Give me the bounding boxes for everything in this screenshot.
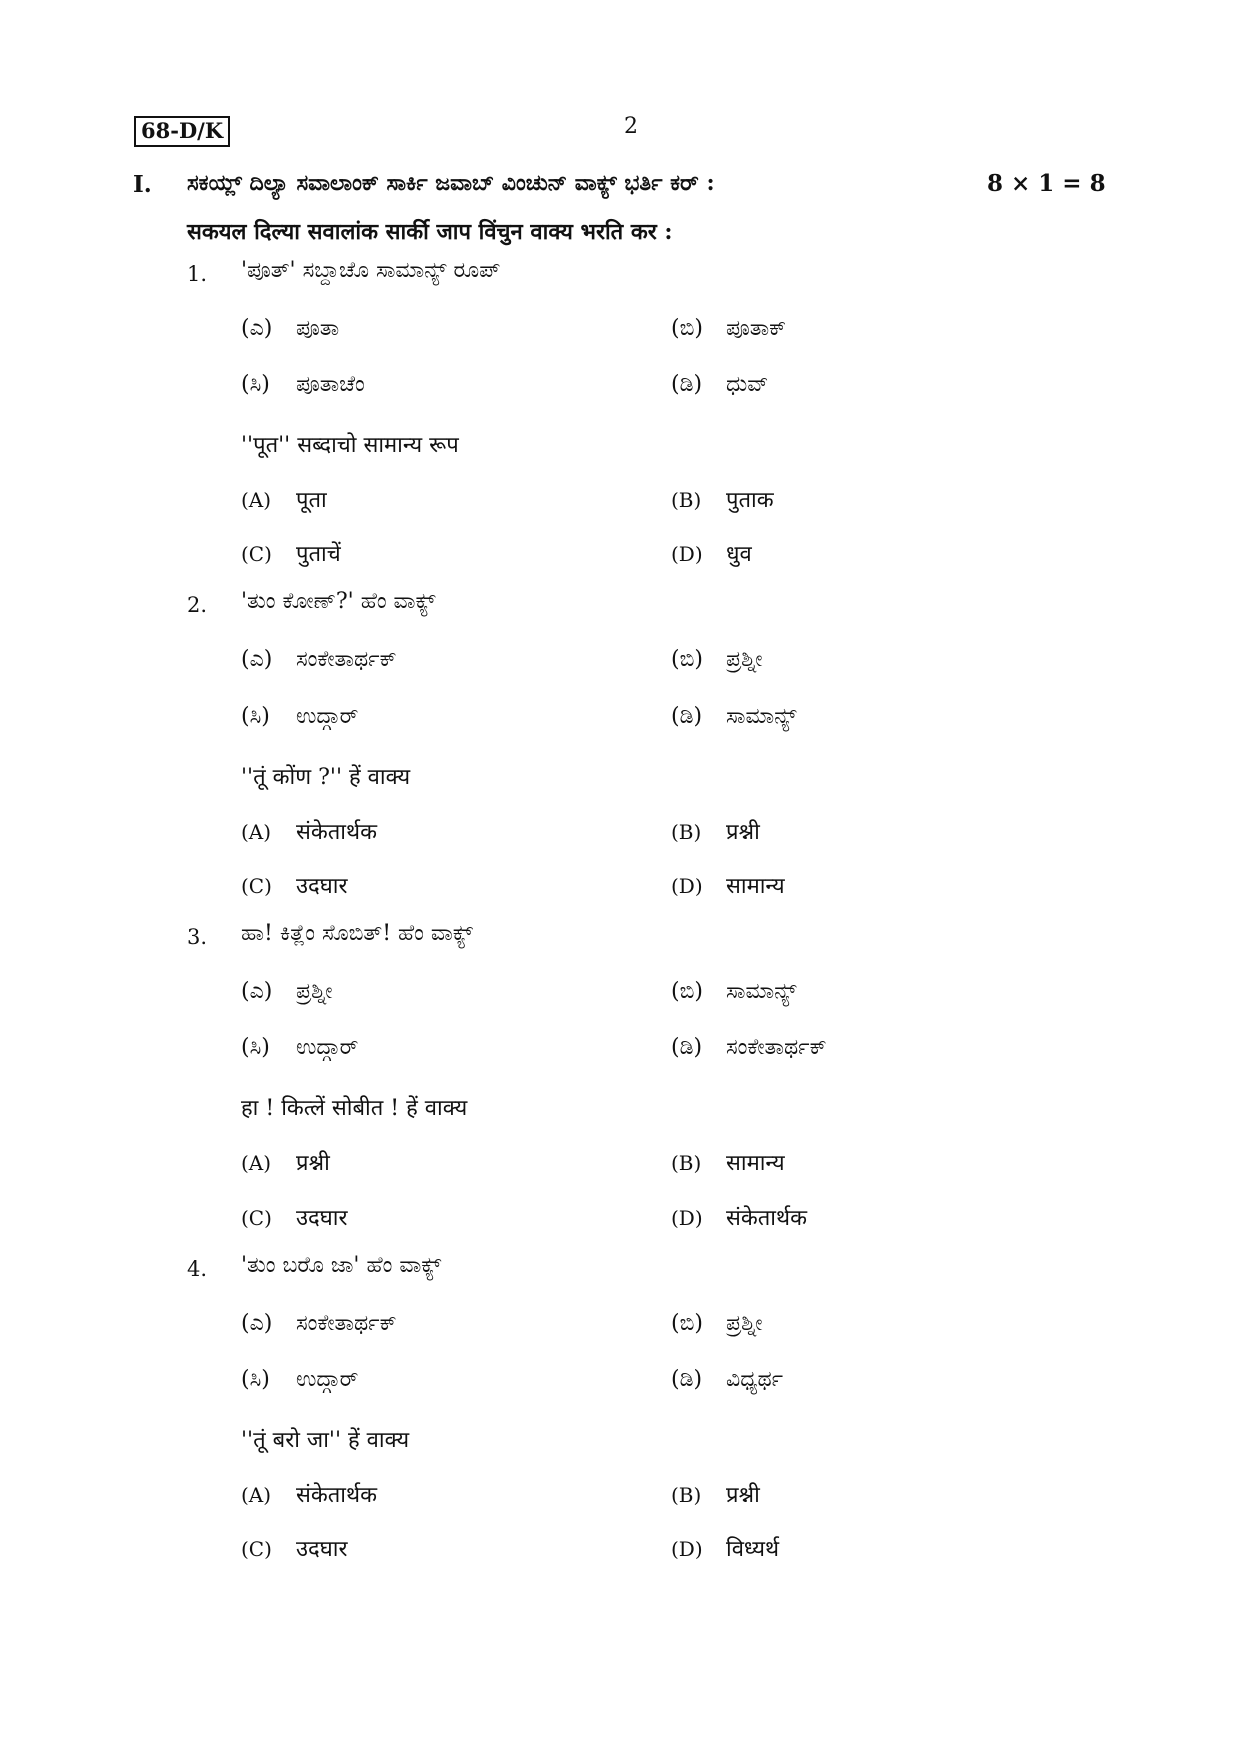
question-text-kannada: 'ತುಂ ಕೋಣ್?' ಹೆಂ ವಾಕ್ಯ್ — [241, 589, 436, 614]
option-d-kannada — [671, 1367, 783, 1392]
option-label: (A) — [241, 1483, 272, 1507]
question-number: 2. — [187, 593, 208, 617]
option-label: (ಡಿ) — [671, 704, 703, 729]
option-label: (ಸಿ) — [241, 372, 270, 397]
paper-code: 68-D/K — [134, 116, 230, 147]
option-label: (ಎ) — [241, 1311, 273, 1336]
option-label: (ಸಿ) — [241, 1035, 270, 1060]
option-c-kannada — [241, 1035, 358, 1060]
option-label: (C) — [241, 1537, 272, 1561]
instruction-devanagari: सकयल दिल्या सवालांक सार्की जाप विंचुन वाक्य भरति कर : — [187, 219, 673, 245]
option-c-kannada — [241, 1367, 358, 1392]
option-label: (A) — [241, 488, 272, 512]
option-b — [671, 484, 774, 514]
option-text: ಪ್ರಶ್ನೀ — [726, 647, 763, 672]
option-label: (C) — [241, 542, 272, 566]
option-d-kannada — [671, 704, 797, 729]
option-label: (A) — [241, 820, 272, 844]
option-text: प्रश्नी — [296, 1151, 330, 1176]
option-label: (C) — [241, 874, 272, 898]
section-marks: 8 × 1 = 8 — [987, 170, 1106, 197]
option-a-kannada — [241, 316, 339, 341]
option-text: ಉದ್ಗಾರ್ — [296, 1035, 359, 1060]
option-d-kannada — [671, 372, 768, 397]
option-text: सामान्य — [726, 874, 785, 899]
option-label: (C) — [241, 1206, 272, 1230]
option-c-kannada — [241, 372, 365, 397]
option-a-kannada — [241, 979, 332, 1004]
option-label: (D) — [671, 1206, 703, 1230]
option-text: प्रश्नी — [726, 1483, 760, 1508]
question-text-devanagari: हा ! कित्लें सोबीत ! हें वाक्य — [241, 1096, 468, 1121]
option-a-kannada — [241, 647, 397, 672]
option-text: ಪ್ರಶ್ನೀ — [726, 1311, 763, 1336]
option-d — [671, 1202, 807, 1232]
option-d-kannada — [671, 1035, 827, 1060]
option-text: ಪೂತಾ — [296, 316, 340, 341]
option-label: (ಬಿ) — [671, 316, 703, 341]
question-number: 4. — [187, 1257, 208, 1281]
option-b-kannada — [671, 1311, 762, 1336]
option-label: (B) — [671, 1483, 702, 1507]
option-text: ಪೂತಾಚೆಂ — [296, 372, 365, 397]
option-a — [241, 816, 377, 846]
option-text: ಸಾಮಾನ್ಯ್ — [726, 704, 797, 729]
question-text-devanagari: ''तूं कोंण ?'' हें वाक्य — [241, 765, 411, 790]
option-b-kannada — [671, 316, 786, 341]
option-text: संकेतार्थक — [296, 1483, 377, 1508]
option-text: उदघार — [296, 1206, 348, 1231]
question-text-kannada: ಹಾ! ಕಿತ್ಲೆಂ ಸೊಬಿತ್! ಹೆಂ ವಾಕ್ಯ್ — [241, 921, 473, 946]
option-text: सामान्य — [726, 1151, 785, 1176]
option-label: (ಎ) — [241, 979, 273, 1004]
option-label: (B) — [671, 1151, 702, 1175]
option-a — [241, 1147, 330, 1177]
option-text: ಸಾಮಾನ್ಯ್ — [726, 979, 797, 1004]
question-text-devanagari: ''तूं बरो जा'' हें वाक्य — [241, 1428, 410, 1453]
instruction-kannada: ಸಕಯ್ಲ್ ದಿಲ್ಯಾ ಸವಾಲಾಂಕ್ ಸಾರ್ಕಿ ಜವಾಬ್ ವಿಂಚುನ್ ವಾಕ್ಯ್ ಭರ್ತಿ ಕರ್ : — [187, 170, 715, 196]
option-text: विध्यर्थ — [726, 1537, 780, 1562]
option-text: संकेतार्थक — [296, 820, 377, 845]
option-b — [671, 1147, 785, 1177]
option-d — [671, 1533, 779, 1563]
option-text: ಸಂಕೇತಾರ್ಥಕ್ — [726, 1035, 827, 1060]
option-a — [241, 1479, 377, 1509]
question-text-kannada: 'ಪೂತ್' ಸಬ್ದಾಚೊ ಸಾಮಾನ್ಯ್ ರೂಪ್ — [241, 258, 501, 283]
option-label: (ಡಿ) — [671, 372, 703, 397]
option-text: उदघार — [296, 874, 348, 899]
option-text: ಸಂಕೇತಾರ್ಥಕ್ — [296, 1311, 397, 1336]
option-text: ವಿಧ್ಯರ್ಥ — [726, 1367, 784, 1392]
option-text: ಸಂಕೇತಾರ್ಥಕ್ — [296, 647, 397, 672]
option-text: ಪೂತಾಕ್ — [726, 316, 787, 341]
option-text: पुताचें — [296, 542, 341, 567]
option-text: पुताक — [726, 488, 774, 513]
option-b-kannada — [671, 979, 797, 1004]
option-label: (B) — [671, 488, 702, 512]
option-c — [241, 538, 341, 568]
option-label: (B) — [671, 820, 702, 844]
option-text: ಧುವ್ — [726, 372, 769, 397]
question-text-devanagari: ''पूत'' सब्दाचो सामान्य रूप — [241, 433, 459, 458]
option-label: (ಬಿ) — [671, 979, 703, 1004]
option-label: (ಎ) — [241, 316, 273, 341]
option-label: (A) — [241, 1151, 272, 1175]
option-text: पूता — [296, 488, 327, 513]
option-label: (ಡಿ) — [671, 1367, 703, 1392]
question-number: 3. — [187, 925, 208, 949]
option-text: ಉದ್ಗಾರ್ — [296, 704, 359, 729]
option-label: (D) — [671, 542, 703, 566]
option-label: (ಬಿ) — [671, 647, 703, 672]
option-label: (ಸಿ) — [241, 1367, 270, 1392]
option-text: ಪ್ರಶ್ನೀ — [296, 979, 333, 1004]
option-text: संकेतार्थक — [726, 1206, 807, 1231]
option-a — [241, 484, 327, 514]
option-label: (ಎ) — [241, 647, 273, 672]
option-b-kannada — [671, 647, 762, 672]
option-label: (D) — [671, 874, 703, 898]
option-text: ಉದ್ಗಾರ್ — [296, 1367, 359, 1392]
section-number: I. — [133, 171, 152, 198]
question-number: 1. — [187, 262, 208, 286]
option-text: उदघार — [296, 1537, 348, 1562]
option-text: प्रश्नी — [726, 820, 760, 845]
option-c-kannada — [241, 704, 358, 729]
option-c — [241, 1533, 347, 1563]
option-b — [671, 1479, 760, 1509]
option-d — [671, 870, 785, 900]
option-d — [671, 538, 752, 568]
page-number: 2 — [624, 114, 638, 139]
option-label: (ಬಿ) — [671, 1311, 703, 1336]
option-b — [671, 816, 760, 846]
option-c — [241, 1202, 347, 1232]
option-label: (D) — [671, 1537, 703, 1561]
question-text-kannada: 'ತುಂ ಬರೊ ಜಾ' ಹೆಂ ವಾಕ್ಯ್ — [241, 1253, 442, 1278]
option-text: धुव — [726, 542, 752, 567]
option-label: (ಸಿ) — [241, 704, 270, 729]
option-a-kannada — [241, 1311, 397, 1336]
option-c — [241, 870, 347, 900]
option-label: (ಡಿ) — [671, 1035, 703, 1060]
